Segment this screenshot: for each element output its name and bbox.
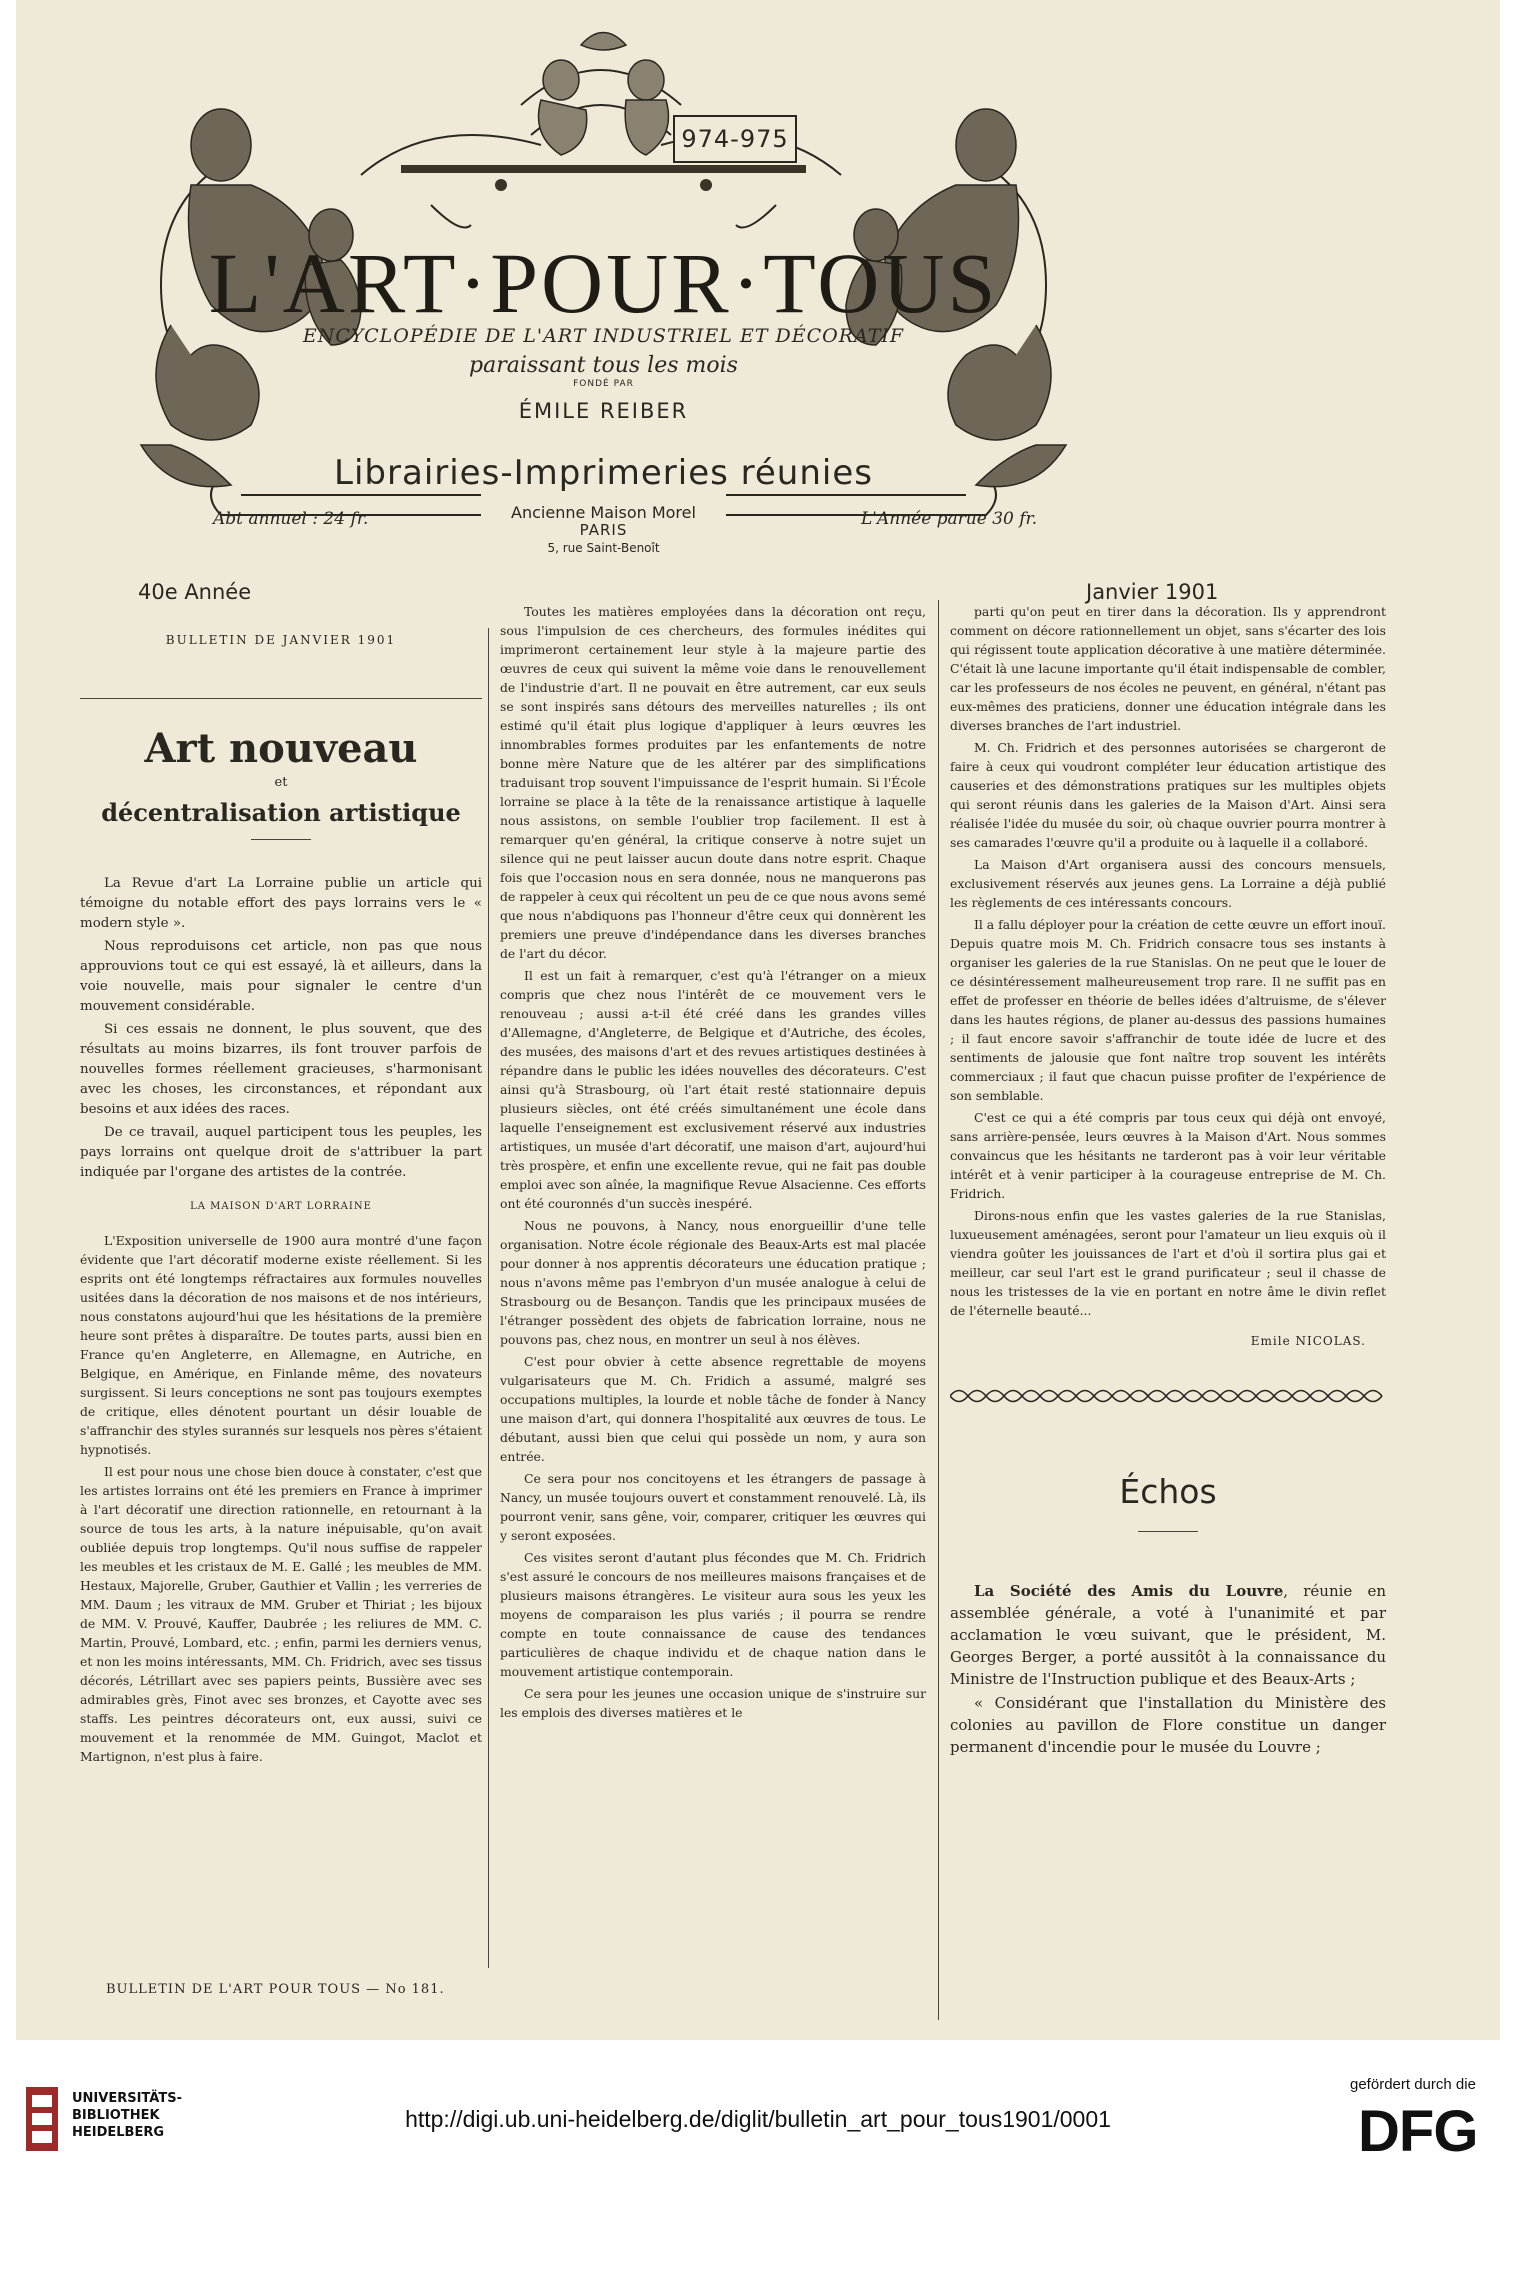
column-3 <box>950 602 1386 1760</box>
column-rule <box>938 600 939 2020</box>
paragraph: La Maison d'Art organisera aussi des concours mensuels, exclusivement réservés aux jeunes gens. La Lorraine a déjà publié les règlements de ces intéressants concours. <box>950 857 1386 910</box>
scanned-page <box>16 0 1500 2040</box>
column-2 <box>500 602 926 1725</box>
article-body <box>80 1231 482 1766</box>
dfg-logo: DFG <box>1358 2099 1478 2164</box>
echos-body <box>950 1580 1386 1758</box>
paragraph: Nous ne pouvons, à Nancy, nous enorgueillir d'une telle organisation. Notre école régionale des Beaux-Arts est mal placée pour donner à nos apprentis décorateurs une éducation pratique ; nous n'avons même pas l'embryon d'un musée analogue à celui de Strasbourg ou de Besançon. Tandis que les principaux musées de l'étranger possèdent des objets de fabrication lorraine, nous ne pouvons pas, chez nous, en montrer un seul à nos élèves. <box>500 1218 926 1347</box>
bulletin-label: BULLETIN DE JANVIER 1901 <box>165 633 397 647</box>
ornamental-border <box>950 1385 1386 1407</box>
paragraph: Il est un fait à remarquer, c'est qu'à l'étranger on a mieux compris que chez nous l'intérêt de ce mouvement vers le renouveau ; aussi a-t-il été créé dans les grandes villes d'Allemagne, d'Angleterre, de Belgique et d'Autriche, des écoles, des musées, des maisons d'art et des revues artistiques destinées à répandre dans le public les idées nouvelles des décorateurs. C'est ainsi qu'à Strasbourg, où l'art était resté stationnaire depuis plusieurs siècles, ont été créés simultanément une école dans laquelle l'enseignement est exclusivement réservé aux industries artistiques, un musée d'art décoratif, une maison d'art, aujourd'hui très prospère, et enfin une excellente revue, qui ne fait pas double emploi avec son aînée, la magnifique Revue Alsacienne. Ces efforts ont été couronnés d'un succès inespéré. <box>500 968 926 1211</box>
edition-year: 40e Année <box>138 580 252 604</box>
paragraph-text: , réunie en assemblée générale, a voté à l'unanimité et par acclamation le vœu suivant, que le président, M. Georges Berger, a porté aussitôt à la connaissance du Ministre de l'Instruction publique et des Beaux-Arts ; <box>950 1582 1386 1688</box>
library-name-line: UNIVERSITÄTS- <box>72 2091 182 2106</box>
annual-price: L'Année parue 30 fr. <box>861 509 1038 529</box>
publication-frequency: paraissant tous les mois <box>469 353 738 378</box>
issue-number: 974-975 <box>673 115 797 163</box>
library-name-line: HEIDELBERG <box>72 2125 165 2140</box>
journal-title: L'ART·POUR·TOUS <box>208 235 999 331</box>
paragraph: Il est pour nous une chose bien douce à constater, c'est que les artistes lorrains ont été les premiers en France à imprimer à l'art décoratif une direction rationnelle, en retournant à la source de tous les arts, à la nature inépuisable, qu'on avait oubliée depuis trop longtemps. Qu'il nous suffise de rappeler les meubles et les cristaux de M. E. Gallé ; les meubles de MM. Hestaux, Majorelle, Gruber, Gauthier et Vallin ; les verreries de MM. Daum ; les vitraux de MM. Gruber et Thiriat ; les bijoux de MM. V. Prouvé, Kauffer, Daubrée ; les reliures de MM. C. Martin, Prouvé, Lombard, etc. ; enfin, parmi les derniers venus, et non les moins intéressants, MM. Ch. Fridrich, avec ses tissus décorés, Létrillart avec ses papiers peints, Bussière avec ses admirables grès, Finot avec ses bronzes, et Cayotte avec ses staffs. Les peintres décorateurs ont, eux aussi, suivi ce mouvement et la renommée de MM. Guingot, Maclot et Martignon, n'est plus à faire. <box>80 1464 482 1764</box>
paragraph: M. Ch. Fridrich et des personnes autorisées se chargeront de faire à ceux qui voudront compléter leur éducation artistique des causeries et des démonstrations pratiques sur les multiples objets qui seront réunis dans les galeries de la Maison d'Art. Ainsi sera réalisée l'idée du musée du soir, où chaque ouvrier pourra montrer à ses camarades l'œuvre qu'il a produite ou à laquelle il a collaboré. <box>950 740 1386 850</box>
funding-label: gefördert durch die <box>1350 2076 1476 2093</box>
paragraph: Nous reproduisons cet article, non pas que nous approuvions tout ce qui est essayé, là et ailleurs, dans la voie nouvelle, mais pour signaler le centre d'un mouvement considérable. <box>80 939 482 1014</box>
paragraph: De ce travail, auquel participent tous les peuples, les pays lorrains ont quelque droit de s'attribuer la part indiquée par l'organe des artistes de la contrée. <box>80 1125 482 1180</box>
paragraph: Ce sera pour nos concitoyens et les étrangers de passage à Nancy, un musée toujours ouvert et constamment renouvelé. Là, ils pourront venir, sans gêne, voir, comparer, critiquer les œuvres qui y seront exposées. <box>500 1471 926 1543</box>
paragraph: Ce sera pour les jeunes une occasion unique de s'instruire sur les emplois des diverses matières et le <box>500 1686 926 1720</box>
paragraph: C'est ce qui a été compris par tous ceux qui déjà ont envoyé, sans arrière-pensée, leurs œuvres à la Maison d'Art. Nous sommes convaincus que les hésitants ne tarderont pas à voir leur véritable intérêt et à venir participer à la courageuse entreprise de M. Ch. Fridrich. <box>950 1110 1386 1201</box>
paragraph: La Revue d'art La Lorraine publie un article qui témoigne du notable effort des pays lorrains vers le « modern style ». <box>80 876 482 931</box>
page-footer: BULLETIN DE L'ART POUR TOUS — No 181. <box>106 1982 445 1997</box>
paragraph: Ces visites seront d'autant plus fécondes que M. Ch. Fridrich s'est assuré le concours de nos meilleures maisons françaises et de plusieurs maisons étrangères. Le visiteur aura sous les yeux les moyens de comparaison les plus variés ; il pourra se rendre compte en toute connaissance de cause des tendances particulières de chaque individu et de chaque nation dans le mouvement artistique contemporain. <box>500 1550 926 1679</box>
article-conjunction: et <box>274 775 288 790</box>
divider <box>80 698 482 699</box>
library-name-line: BIBLIOTHEK <box>72 2108 160 2123</box>
source-url[interactable]: http://digi.ub.uni-heidelberg.de/diglit/bulletin_art_pour_tous1901/0001 <box>405 2106 1111 2132</box>
paragraph: Toutes les matières employées dans la décoration ont reçu, sous l'impulsion de ces chercheurs, des formules inédites qui imprimeront certainement leur style à la majeure partie des œuvres de ceux qui suivent la même voie dans le renouvellement de l'industrie d'art. Il ne pouvait en être autrement, car eux seuls se sont inspirés sans détours des merveilles naturelles ; ils ont estimé qu'il était plus logique d'appliquer à leurs œuvres les innombrables formes produites par les enfantements de notre bonne mère Nature que de les altérer par des simplifications traduisant trop souvent l'impuissance de l'esprit humain. Si l'École lorraine se place à la tête de la renaissance artistique à laquelle nous assistons, on semble l'oublier trop facilement. Il est à remarquer qu'en général, la critique conserve à notre sujet un silence qui ne peut laisser aucun doute dans notre esprit. Chaque fois que l'occasion nous en sera donnée, nous ne manquerons pas de rappeler à ceux qui récoltent un peu de ce que nous avons semé que nous n'abdiquons pas l'honneur d'être ceux qui donnèrent les premiers une preuve d'indépendance dans les diverses branches de l'art du décor. <box>500 604 926 961</box>
paragraph: parti qu'on peut en tirer dans la décoration. Ils y apprendront comment on décore rationnellement un objet, sans s'écarter des lois qui régissent toute application décorative à une matière déterminée. C'était là une lacune importante qu'il était indispensable de combler, car les professeurs de nos écoles ne peuvent, en général, n'étant pas eux-mêmes des praticiens, donner une éducation intégrale dans les diverses branches de l'art industriel. <box>950 604 1386 733</box>
paragraph: « Considérant que l'installation du Ministère des colonies au pavillon de Flore constitue un danger permanent d'incendie pour le musée du Louvre ; <box>950 1694 1386 1756</box>
author-signature: Emile NICOLAS. <box>1250 1334 1366 1348</box>
viewer-footer <box>0 2040 1516 2284</box>
article-subtitle: décentralisation artistique <box>101 798 461 827</box>
society-name: La Société des Amis du Louvre <box>974 1582 1284 1600</box>
column-1 <box>80 630 482 1769</box>
journal-subtitle: ENCYCLOPÉDIE DE L'ART INDUSTRIEL ET DÉCORATIF <box>302 325 905 347</box>
divider <box>251 839 311 840</box>
former-house: Ancienne Maison Morel <box>511 503 696 522</box>
publisher-name: Librairies-Imprimeries réunies <box>334 453 873 493</box>
issue-date: Janvier 1901 <box>1086 580 1219 604</box>
city: PARIS <box>579 521 628 539</box>
subscription-price: Abt annuel : 24 fr. <box>213 509 369 529</box>
paragraph: Il a fallu déployer pour la création de cette œuvre un effort inouï. Depuis quatre mois M. Ch. Fridrich consacre tous ses instants à organiser les galeries de la rue Stanislas. On ne peut que le louer de ce désintéressement malheureusement trop rare. Il ne suffit pas en effet de professer en théorie de belles idées d'altruisme, de s'élever dans les hautes régions, de planer au-dessus des passions humaines ; il faut encore savoir s'affranchir de toute idée de lucre et des sentiments de jalousie que font naître trop souvent les intérêts commerciaux ; il faut que chacun puisse profiter de l'expérience de son semblable. <box>950 917 1386 1103</box>
paragraph: Si ces essais ne donnent, le plus souvent, que des résultats au moins bizarres, ils font trouver parfois de nouvelles formes réellement gracieuses, s'harmonisant avec les choses, les circonstances, et répondant aux besoins et aux idées des races. <box>80 1022 482 1117</box>
article-title: Art nouveau <box>144 725 418 772</box>
paragraph: L'Exposition universelle de 1900 aura montré d'une façon évidente que l'art décoratif moderne existe réellement. Si les esprits ont été longtemps réfractaires aux formules nouvelles usitées dans la décoration de nos maisons et de nos intérieurs, nous constatons aujourd'hui que les hésitations de la première heure sont prêtes à disparaître. De toutes parts, aussi bien en France qu'en Angleterre, en Allemagne, en Autriche, en Belgique, en Amérique, en Finlande même, des novateurs surgissent. Si leurs conceptions ne sont pas toujours exemptes de critique, elles dénotent pourtant un désir louable de s'affranchir des styles surannés sur lesquels nos pères s'étaient hypnotisés. <box>80 1233 482 1457</box>
address: 5, rue Saint-Benoît <box>547 541 660 555</box>
masthead <box>101 25 1106 555</box>
divider <box>1138 1531 1198 1532</box>
paragraph <box>950 1580 1386 1690</box>
paragraph: C'est pour obvier à cette absence regrettable de moyens vulgarisateurs que M. Ch. Fridich a assumé, malgré ses occupations multiples, la lourde et noble tâche de fonder à Nancy une maison d'art, qui donnera l'hospitalité aux œuvres de tous. Le débutant, aussi bien que celui qui possède un nom, y aura son entrée. <box>500 1354 926 1464</box>
section-heading: LA MAISON D'ART LORRAINE <box>190 1201 372 1212</box>
founder-name: ÉMILE REIBER <box>518 399 689 423</box>
founded-by-label: FONDÉ PAR <box>573 379 634 389</box>
column-rule <box>488 628 489 1968</box>
paragraph: Dirons-nous enfin que les vastes galeries de la rue Stanislas, luxueusement aménagées, seront pour l'amateur un lieu exquis où il viendra goûter les jouissances de l'art et d'où il sortira plus gai et meilleur, car seul l'art est le grand purificateur ; seul il chasse de nous les tristesses de la vie en portant en notre âme le divin reflet de l'éternelle beauté... <box>950 1208 1386 1318</box>
echos-heading: Échos <box>1119 1472 1217 1511</box>
